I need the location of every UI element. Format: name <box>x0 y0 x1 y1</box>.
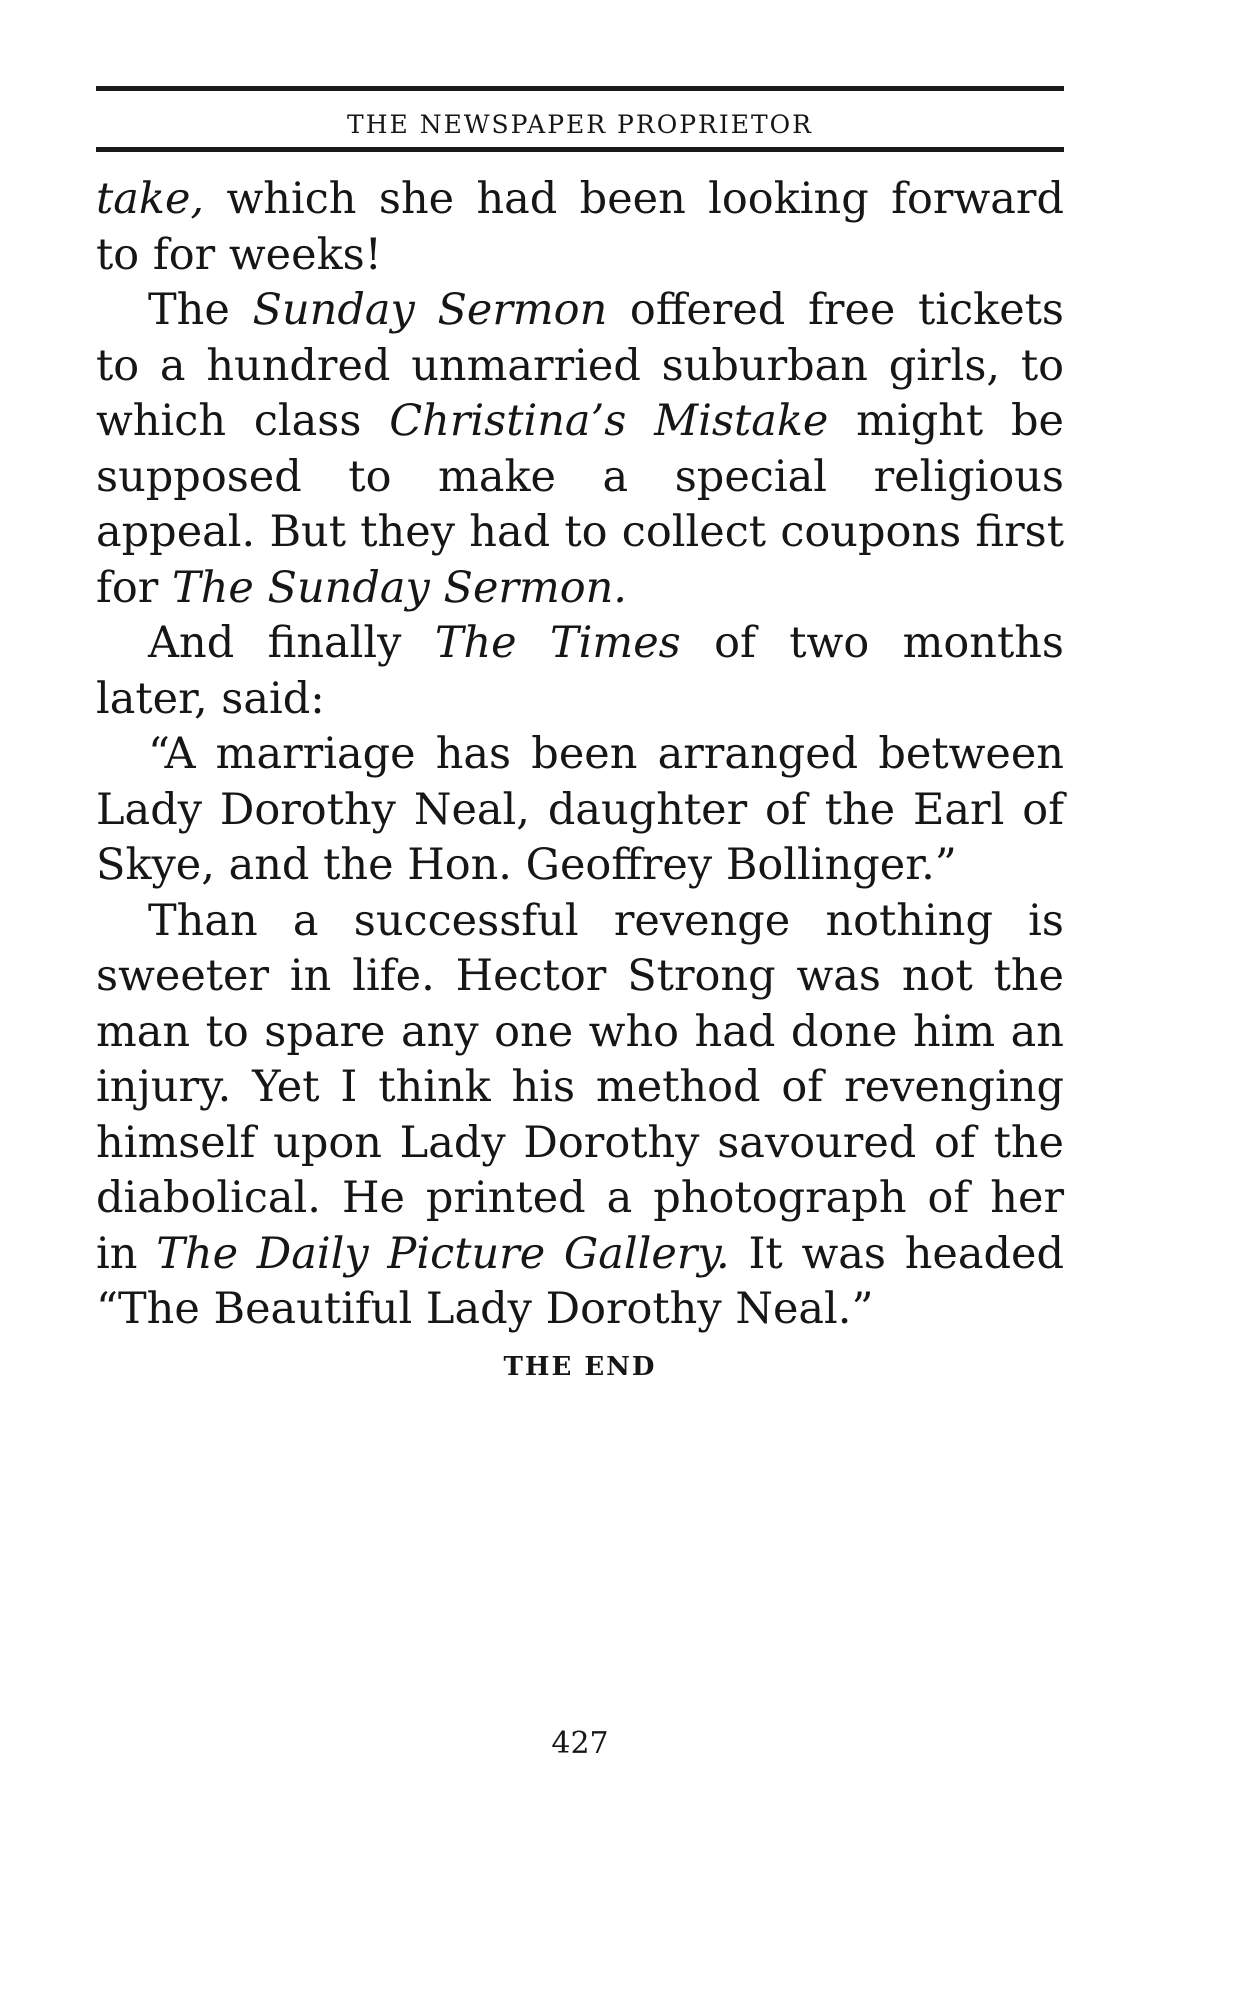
italic-title: Christina’s Mistake <box>389 396 829 446</box>
text-run: which she had been looking forward to for weeks! <box>96 174 1064 280</box>
paragraph-1 <box>96 172 1064 283</box>
header-rule-bottom <box>96 147 1064 152</box>
the-end-label: THE END <box>503 1352 657 1382</box>
paragraph-4 <box>96 727 1064 894</box>
text-run: Than a successful revenge nothing is sweeter in life. Hector Strong was not the man to spare any one who had done him an injury. Yet I think his method of revenging himself upon Lady Dorothy savoured of the diabolical. He printed a photograph of her in <box>96 895 1064 1279</box>
text-run: And finally <box>148 618 435 668</box>
italic-title: Sunday Sermon <box>252 285 608 335</box>
text-run: might be supposed to make a special religious appeal. But they had to collect coupons first for <box>96 396 1064 613</box>
page-number: 427 <box>551 1726 609 1761</box>
paragraph-3 <box>96 616 1064 727</box>
italic-text: take, <box>96 174 205 224</box>
book-page <box>96 86 1064 1761</box>
text-run: of two months later, said: <box>96 618 1064 724</box>
italic-title: The Sunday Sermon. <box>172 562 627 613</box>
paragraph-2 <box>96 283 1064 616</box>
running-head: THE NEWSPAPER PROPRIETOR <box>347 110 813 139</box>
text-run: It was headed “The Beautiful Lady Dorothy Neal.” <box>96 1228 1064 1334</box>
paragraph-5 <box>96 894 1064 1338</box>
body-text <box>96 172 1064 1338</box>
text-run: offered free tickets to a hundred unmarried suburban girls, to which class <box>96 285 1064 446</box>
italic-title: The Daily Picture Gallery. <box>156 1228 730 1279</box>
italic-title: The Times <box>434 618 681 668</box>
text-run: The <box>148 285 253 335</box>
text-run: “A marriage has been arranged between Lady Dorothy Neal, daughter of the Earl of Skye, and the Hon. Geoffrey Bollinger.” <box>96 729 1064 890</box>
